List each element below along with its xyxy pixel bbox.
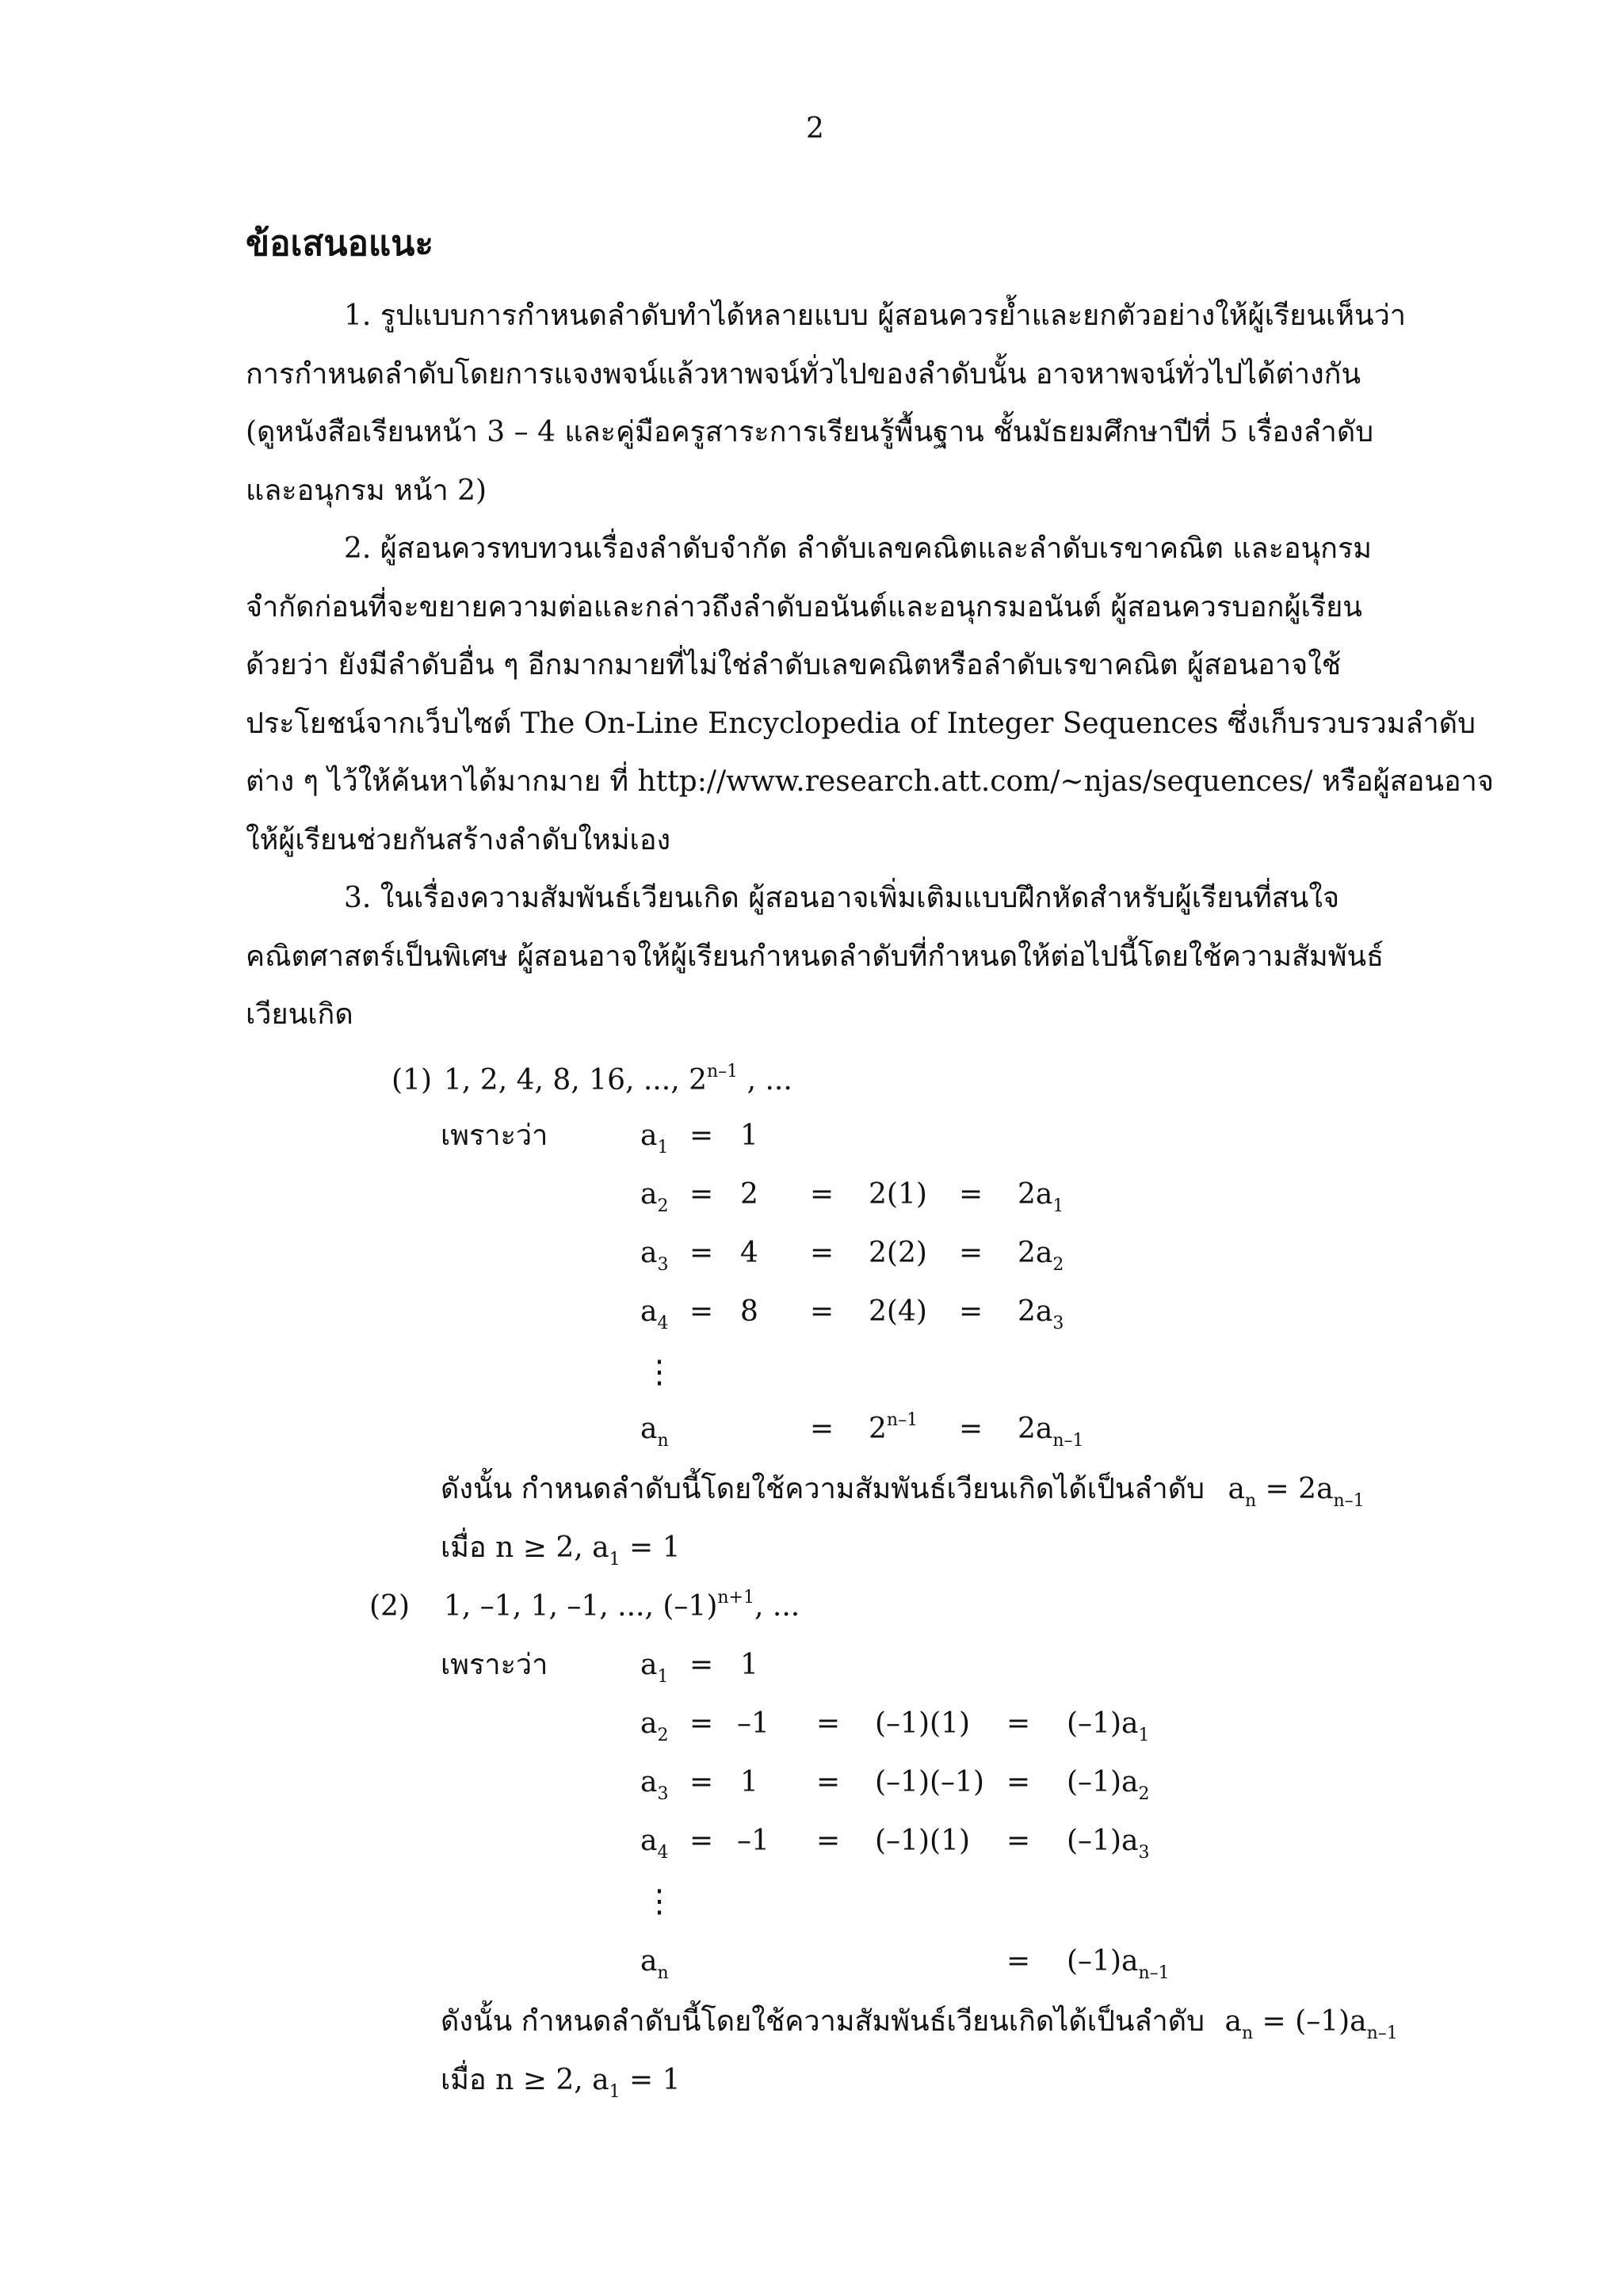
equals-sign: = [810, 1295, 834, 1328]
equals-sign: = [959, 1178, 983, 1211]
rhs-term: 2a [1018, 1178, 1053, 1211]
suggestion-2-line: ให้ผู้เรียนช่วยกันสร้างลำดับใหม่เอง [246, 823, 671, 856]
row-value: –1 [737, 1825, 769, 1857]
equals-sign: = [816, 1707, 841, 1740]
suggestion-3 [246, 869, 1384, 1044]
row-rhs [1067, 1825, 1150, 1863]
rhs-term: (–1)a [1067, 1707, 1139, 1740]
row-rhs [1018, 1295, 1064, 1333]
subscript: 2 [657, 1726, 669, 1745]
example-1-label: (1) [391, 1064, 432, 1097]
subscript: 1 [1138, 1726, 1150, 1745]
row-value: 1 [740, 1649, 758, 1681]
subscript: 4 [657, 1843, 669, 1863]
row-value: 8 [740, 1295, 758, 1328]
rhs-term: (–1)a [1067, 1766, 1139, 1798]
subscript: 2 [1052, 1255, 1064, 1275]
sequence-tail: , ... [754, 1590, 800, 1623]
subscript: 1 [657, 1138, 669, 1158]
equals-sign: = [689, 1707, 714, 1740]
row-lhs [640, 1945, 669, 1983]
suggestion-2-line: 2. ผู้สอนควรทบทวนเรื่องลำดับจำกัด ลำดับเลขคณิตและลำดับเรขาคณิต และอนุกรม [344, 532, 1373, 565]
row-lhs [640, 1707, 669, 1745]
suggestion-2-line: ประโยชน์จากเว็บไซต์ The On-Line Encyclopedia of Integer Sequences ซึ่งเก็บรวบรวมลำดับ [246, 707, 1476, 740]
row-value: 1 [740, 1766, 758, 1798]
var-a: a [1228, 1473, 1245, 1505]
rhs-term: 2a [1018, 1413, 1053, 1445]
subscript: 3 [1138, 1843, 1150, 1863]
subscript: 2 [657, 1196, 669, 1216]
equals-sign: = [1006, 1825, 1031, 1857]
subscript: 1 [657, 1667, 669, 1687]
condition-text: เมื่อ n ≥ 2, a [441, 1531, 609, 1564]
equals-sign: = [810, 1413, 834, 1445]
example-2-conclusion [441, 2005, 1398, 2043]
suggestion-1-line: การกำหนดลำดับโดยการแจงพจน์แล้วหาพจน์ทั่วไปของลำดับนั้น อาจหาพจน์ทั่วไปได้ต่างกัน [246, 357, 1361, 391]
subscript: 4 [657, 1314, 669, 1333]
sequence-tail: , ... [738, 1064, 792, 1097]
suggestion-3-line: คณิตศาสตร์เป็นพิเศษ ผู้สอนอาจให้ผู้เรียนกำหนดลำดับที่กำหนดให้ต่อไปนี้โดยใช้ความสัมพันธ์ [246, 940, 1384, 973]
conclusion-text: ดังนั้น กำหนดลำดับนี้โดยใช้ความสัมพันธ์เวียนเกิดได้เป็นลำดับ [441, 2005, 1205, 2038]
var-a: a [640, 1295, 658, 1328]
subscript: n [1244, 1491, 1257, 1511]
subscript: n [1241, 2023, 1254, 2043]
var-a: a [640, 1413, 658, 1445]
equals-sign: = [959, 1237, 983, 1269]
var-a: a [1224, 2005, 1242, 2038]
subscript: n–1 [1366, 2023, 1398, 2043]
row-rhs [1067, 1707, 1150, 1745]
equals-sign: = [689, 1119, 714, 1152]
equals-sign: = [689, 1237, 714, 1269]
row-middle: (–1)(1) [875, 1825, 970, 1857]
rhs-term: 2a [1018, 1237, 1053, 1269]
page-number: 2 [806, 113, 824, 145]
sequence-exponent: n–1 [706, 1062, 739, 1081]
equals-sign: = [810, 1237, 834, 1269]
example-1-conclusion [441, 1473, 1365, 1511]
row-value: 2 [740, 1178, 758, 1211]
condition-text: เมื่อ n ≥ 2, a [441, 2064, 609, 2096]
subscript: 1 [609, 2082, 621, 2102]
condition-value: = 1 [620, 2064, 681, 2096]
condition-value: = 1 [620, 1531, 681, 1564]
because-label: เพราะว่า [441, 1649, 548, 1681]
var-a: a [640, 1825, 658, 1857]
row-rhs [1018, 1413, 1084, 1451]
subscript: n–1 [1333, 1491, 1365, 1511]
sequence-text: 1, –1, 1, –1, ..., (–1) [444, 1590, 718, 1623]
equals-sign: = [810, 1178, 834, 1211]
suggestion-1-line: (ดูหนังสือเรียนหน้า 3 – 4 และคู่มือครูสาระการเรียนรู้พื้นฐาน ชั้นมัธยมศึกษาปีที่ 5 เรื่องลำดับ [246, 416, 1374, 448]
suggestion-3-line: 3. ในเรื่องความสัมพันธ์เวียนเกิด ผู้สอนอาจเพิ่มเติมแบบฝึกหัดสำหรับผู้เรียนที่สนใจ [344, 882, 1340, 914]
row-lhs [640, 1119, 669, 1158]
equals-sign: = [1006, 1707, 1031, 1740]
suggestion-1-line: 1. รูปแบบการกำหนดลำดับทำได้หลายแบบ ผู้สอนควรย้ำและยกตัวอย่างให้ผู้เรียนเห็นว่า [344, 299, 1406, 332]
row-middle [869, 1410, 918, 1445]
vertical-ellipsis: ⋮ [643, 1354, 675, 1390]
row-rhs [1018, 1178, 1064, 1216]
formula-rhs: = (–1)a [1253, 2005, 1367, 2038]
row-middle: 2(2) [869, 1237, 927, 1269]
equals-sign: = [689, 1825, 714, 1857]
suggestion-2-line: ต่าง ๆ ไว้ให้ค้นหาได้มากมาย ที่ http://www.research.att.com/~njas/sequences/ หรือผู้สอนอาจ [246, 765, 1494, 798]
equals-sign: = [689, 1295, 714, 1328]
suggestion-2-line: จำกัดก่อนที่จะขยายความต่อและกล่าวถึงลำดับอนันต์และอนุกรมอนันต์ ผู้สอนควรบอกผู้เรียน [246, 590, 1362, 624]
example-2-condition [441, 2064, 681, 2102]
suggestion-2 [246, 520, 1494, 869]
example-1-sequence [444, 1062, 792, 1097]
equals-sign: = [816, 1825, 841, 1857]
var-a: a [640, 1119, 658, 1152]
subscript: 2 [1138, 1784, 1150, 1804]
conclusion-formula [1213, 2005, 1398, 2043]
row-rhs [1067, 1766, 1150, 1804]
example-2-label: (2) [369, 1590, 410, 1623]
subscript: n–1 [1052, 1431, 1084, 1451]
var-a: a [640, 1237, 658, 1269]
row-rhs [1067, 1945, 1170, 1983]
equals-sign: = [689, 1766, 714, 1798]
subscript: 3 [1052, 1314, 1064, 1333]
equals-sign: = [689, 1649, 714, 1681]
rhs-term: 2a [1018, 1295, 1053, 1328]
vertical-ellipsis: ⋮ [643, 1883, 675, 1920]
equals-sign: = [1006, 1945, 1031, 1978]
row-lhs [640, 1649, 669, 1687]
row-lhs [640, 1178, 669, 1216]
subscript: 1 [1052, 1196, 1064, 1216]
row-lhs [640, 1825, 669, 1863]
var-a: a [640, 1945, 658, 1978]
subscript: 3 [657, 1255, 669, 1275]
var-a: a [640, 1707, 658, 1740]
conclusion-text: ดังนั้น กำหนดลำดับนี้โดยใช้ความสัมพันธ์เวียนเกิดได้เป็นลำดับ [441, 1473, 1205, 1505]
row-middle: (–1)(1) [875, 1707, 970, 1740]
because-label: เพราะว่า [441, 1119, 548, 1152]
subscript: n [657, 1431, 669, 1451]
row-middle: 2(4) [869, 1295, 927, 1328]
row-lhs [640, 1237, 669, 1275]
equals-sign: = [816, 1766, 841, 1798]
suggestion-3-line: เวียนเกิด [246, 998, 353, 1031]
row-rhs [1018, 1237, 1064, 1275]
rhs-term: (–1)a [1067, 1945, 1139, 1978]
suggestion-1-line: และอนุกรม หน้า 2) [246, 474, 487, 507]
row-lhs [640, 1766, 669, 1804]
section-heading: ข้อเสนอแนะ [246, 223, 433, 264]
equals-sign: = [689, 1178, 714, 1211]
var-a: a [640, 1649, 658, 1681]
row-value: –1 [737, 1707, 769, 1740]
row-value: 1 [740, 1119, 758, 1152]
subscript: n–1 [1138, 1963, 1170, 1983]
subscript: 1 [609, 1550, 621, 1569]
var-a: a [640, 1178, 658, 1211]
sequence-exponent: n+1 [717, 1588, 754, 1608]
exponent: n–1 [886, 1410, 918, 1430]
equals-sign: = [959, 1295, 983, 1328]
example-1-condition [441, 1531, 681, 1569]
rhs-term: (–1)a [1067, 1825, 1139, 1857]
base: 2 [869, 1413, 887, 1445]
conclusion-formula [1213, 1473, 1365, 1511]
example-2-sequence [444, 1588, 800, 1623]
row-middle: 2(1) [869, 1178, 927, 1211]
subscript: 3 [657, 1784, 669, 1804]
var-a: a [640, 1766, 658, 1798]
suggestion-2-line: ด้วยว่า ยังมีลำดับอื่น ๆ อีกมากมายที่ไม่ใช่ลำดับเลขคณิตหรือลำดับเรขาคณิต ผู้สอนอาจใช้ [246, 649, 1342, 681]
suggestion-1 [246, 287, 1406, 520]
row-middle: (–1)(–1) [875, 1766, 984, 1798]
formula-rhs: = 2a [1256, 1473, 1334, 1505]
equals-sign: = [959, 1413, 983, 1445]
sequence-text: 1, 2, 4, 8, 16, ..., 2 [444, 1064, 707, 1097]
row-lhs [640, 1295, 669, 1333]
row-value: 4 [740, 1237, 758, 1269]
subscript: n [657, 1963, 669, 1983]
equals-sign: = [1006, 1766, 1031, 1798]
row-lhs [640, 1413, 669, 1451]
